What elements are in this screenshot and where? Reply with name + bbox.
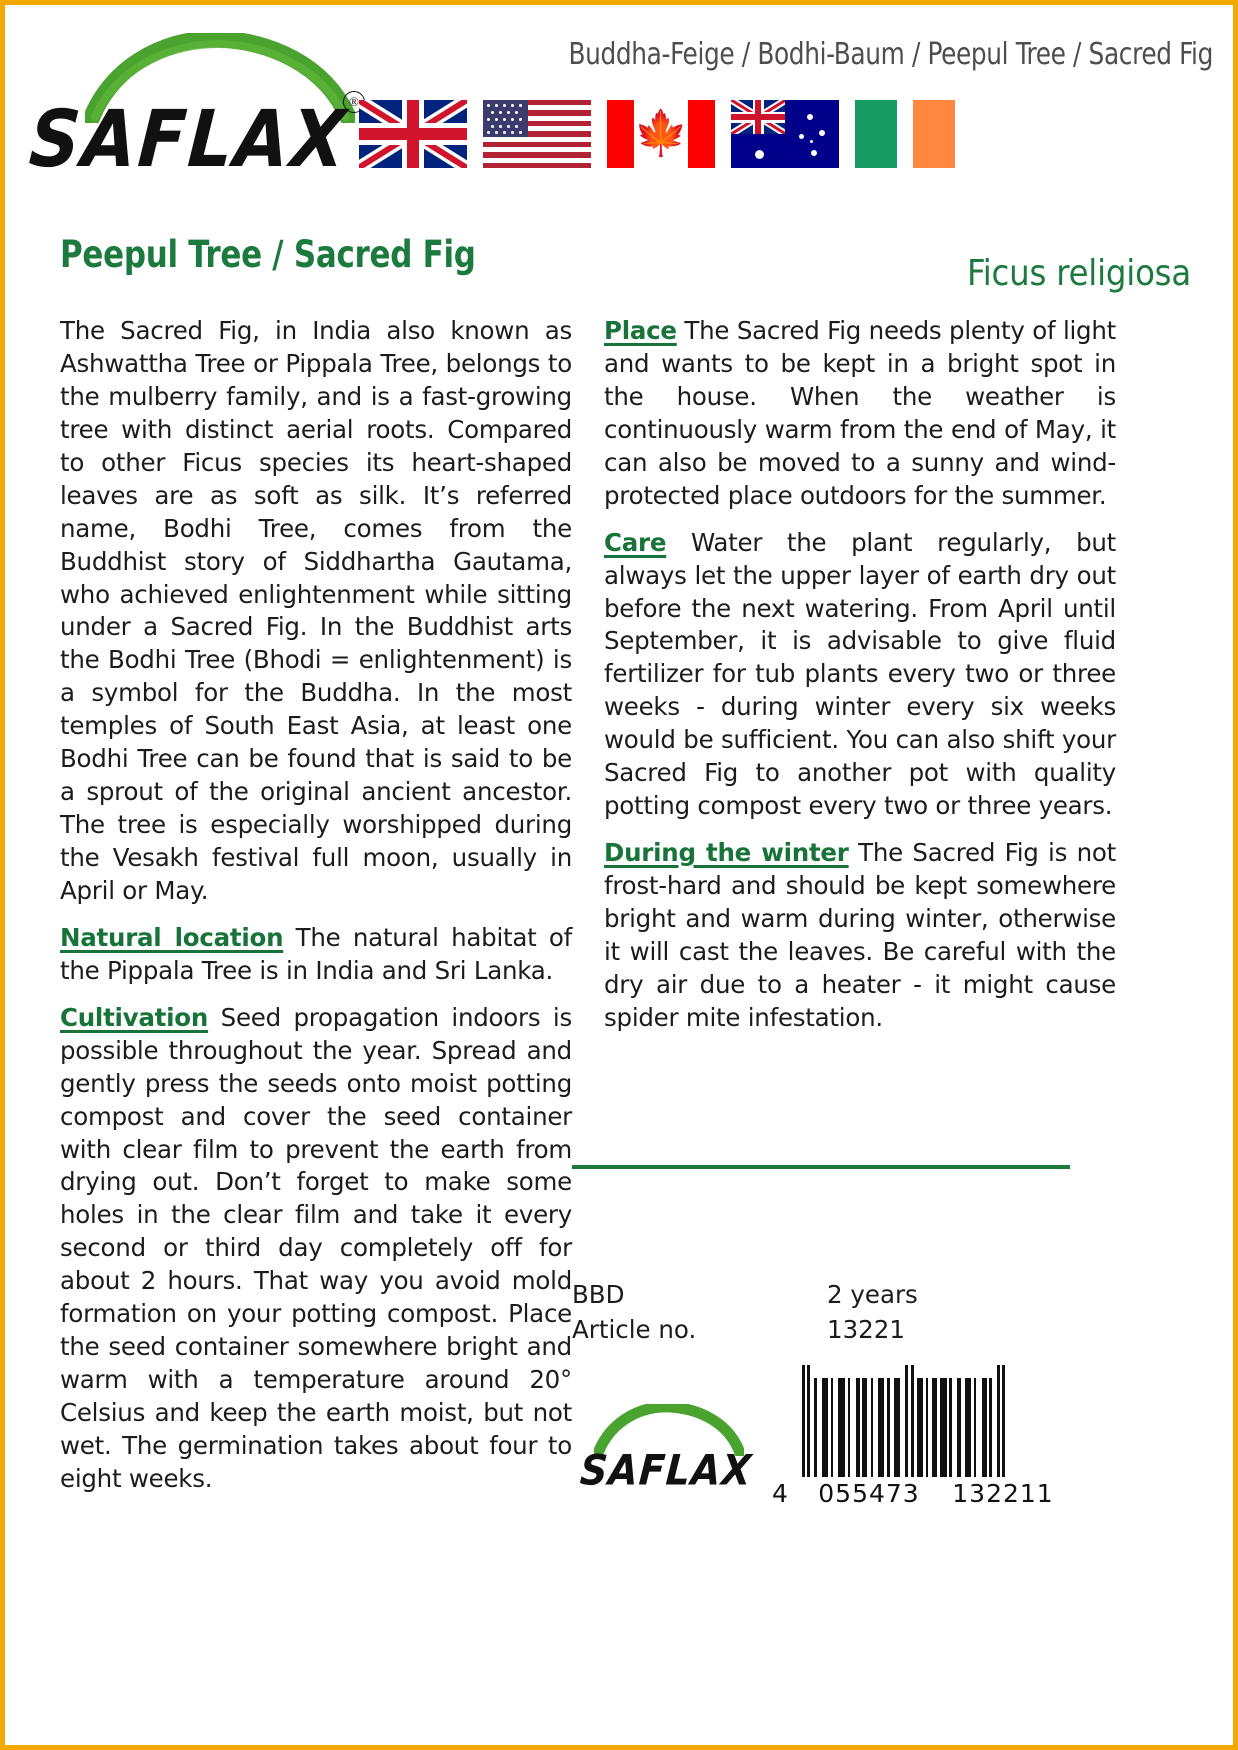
ean13-barcode: [772, 1365, 1070, 1477]
header: [5, 5, 1233, 205]
natural-location-paragraph: [60, 922, 572, 988]
botanical-name: Ficus religiosa: [966, 253, 1191, 294]
bbd-value: 2 years: [827, 1280, 918, 1309]
header-right: [355, 5, 1233, 168]
care-paragraph: [604, 527, 1116, 823]
cultivation-heading: Cultivation: [60, 1002, 209, 1032]
title-row: [5, 205, 1233, 315]
barcode-lead-digit: 4: [772, 1479, 789, 1508]
intro-paragraph: The Sacred Fig, in India also known as Ashwattha Tree or Pippala Tree, belongs to the mulberry family, and is a fast-growing tree with distinct aerial roots. Compared to other Ficus species its heart-shaped leaves are as soft as silk. It’s referred name, Bodhi Tree, comes from the Buddhist story of Siddhartha Gautama, who achieved enlightenment while sitting under a Sacred Fig. In the Buddhist arts the Bodhi Tree (Bhodi = enlightenment) is a symbol for the Buddha. In the most temples of South East Asia, at least one Bodhi Tree can be found that is said to be a sprout of the original ancient ancestor. The tree is especially worshipped during the Vesakh festival full moon, usually in April or May.: [60, 316, 572, 905]
footer: [572, 1165, 1070, 1508]
flag-canada-icon: 🍁: [607, 100, 715, 168]
cultivation-body: Seed propagation indoors is possible throughout the year. Spread and gently press the seeds onto moist potting compost and cover the seed container with clear film to prevent the earth from drying out. Don’t forget to make some holes in the clear film and take it every second or third day completely off for about 2 hours. That way you avoid mold formation on your potting compost. Place the seed container somewhere bright and warm with a temperature around 20° Celsius and keep the earth moist, but not wet. The germination takes about four to eight weeks.: [60, 1002, 572, 1493]
flag-united-states-icon: [483, 100, 591, 168]
registered-trademark-icon: ®: [343, 91, 365, 113]
table-row: [572, 1277, 1070, 1312]
place-paragraph: [604, 315, 1116, 513]
natural-location-body: The natural habitat of the Pippala Tree is in India and Sri Lanka.: [60, 922, 572, 985]
bbd-label: BBD: [572, 1280, 625, 1309]
place-body: The Sacred Fig needs plenty of light and wants to be kept in a bright spot in the house. When the weather is continuously warm from the end of May, it can also be moved to a sunny and wind-protected place outdoors for the summer.: [604, 316, 1116, 510]
care-body: Water the plant regularly, but always let the upper layer of earth dry out before the next watering. From April until September, it is advisable to give fluid fertilizer for tub plants every two or three weeks - during winter every six weeks would be sufficient. You can also shift your Sacred Fig to another pot with quality potting compost every two or three years.: [604, 527, 1116, 821]
brand-name-small: SAFLAX: [578, 1446, 754, 1495]
flag-australia-icon: [731, 100, 839, 168]
winter-heading: During the winter: [604, 838, 849, 868]
barcode-left-group: 055473: [818, 1479, 920, 1508]
cultivation-paragraph: [60, 1002, 572, 1496]
footer-divider: [572, 1165, 1070, 1169]
language-flags: [355, 100, 1213, 168]
care-heading: Care: [604, 527, 667, 557]
winter-body: The Sacred Fig is not frost-hard and should be kept somewhere bright and warm during winter, otherwise it will cast the leaves. Be careful with the dry air due to a heater - it might cause spider mite infestation.: [604, 838, 1116, 1032]
page-title: Peepul Tree / Sacred Fig: [60, 233, 476, 276]
flag-ireland-green-icon: [855, 100, 897, 168]
barcode-right-group: 132211: [952, 1479, 1054, 1508]
table-row: [572, 1312, 1070, 1347]
natural-location-heading: Natural location: [60, 922, 284, 952]
barcode-digits: [772, 1479, 1070, 1508]
winter-paragraph: [604, 837, 1116, 1035]
barcode-area: [772, 1365, 1070, 1508]
flag-united-kingdom-icon: [359, 100, 467, 168]
common-names-line: Buddha-Feige / Bodhi-Baum / Peepul Tree / Sacred Fig: [568, 37, 1213, 72]
brand-logo: [5, 5, 359, 195]
article-no-label: Article no.: [572, 1315, 697, 1344]
footer-bottom: [572, 1365, 1070, 1508]
place-heading: Place: [604, 316, 677, 345]
brand-name: SAFLAX: [26, 93, 351, 185]
flag-ireland-orange-icon: [913, 100, 955, 168]
left-column: [60, 315, 572, 1510]
product-meta-table: [572, 1277, 1070, 1347]
article-no-value: 13221: [827, 1315, 905, 1344]
brand-logo-small: [572, 1398, 762, 1508]
